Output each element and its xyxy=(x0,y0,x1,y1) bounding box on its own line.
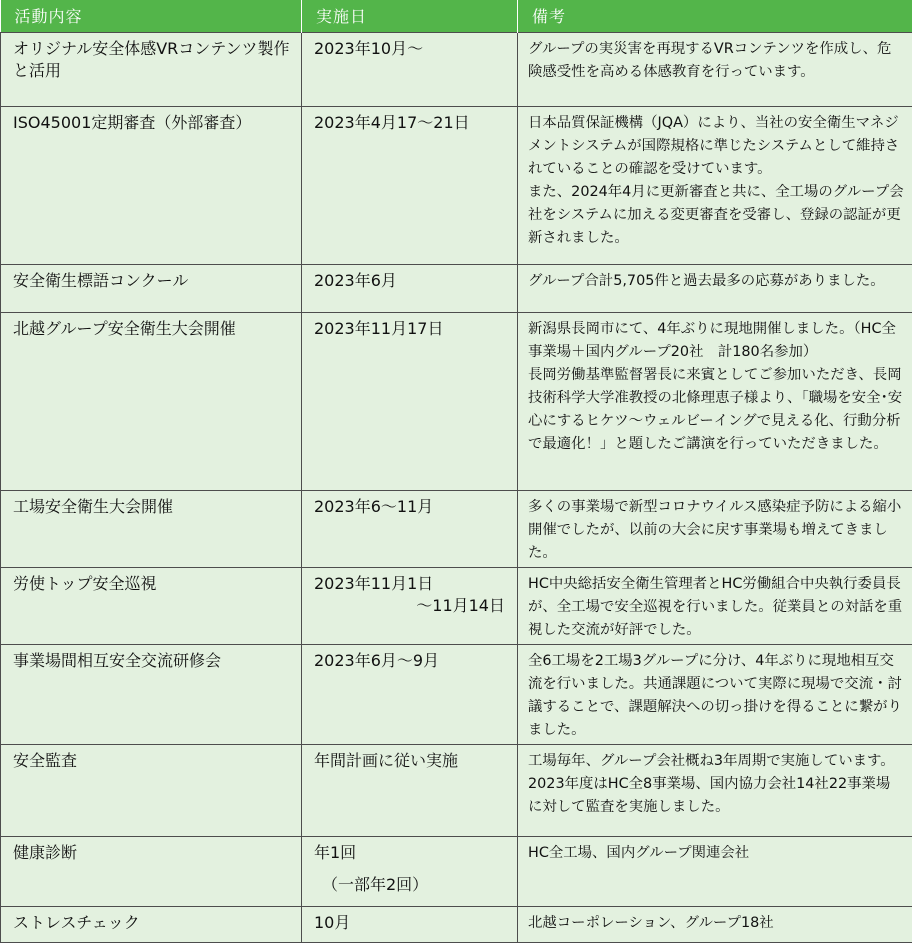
header-date: 実施日 xyxy=(302,0,518,33)
note-text: HC中央総括安全衛生管理者とHC労働組合中央執行委員長が、全工場で安全巡視を行いました。従業員との対話を重視した交流が好評でした。 xyxy=(528,573,904,642)
note-text: 長岡労働基準監督署長に来賓としてご参加いただき、長岡技術科学大学准教授の北條理恵子様より、「職場を安全･安心にするヒケツ〜ウェルビーイングで見える化、行動分析で最適化！」と題したご講演を行っていただきました。 xyxy=(528,364,904,456)
activity-cell: 北越グループ安全衛生大会開催 xyxy=(1,313,302,491)
table-row xyxy=(1,745,912,837)
note-cell xyxy=(518,107,912,265)
note-text: 北越コーポレーション、グループ18社 xyxy=(528,912,904,935)
note-cell xyxy=(518,491,912,568)
activity-cell: 安全衛生標語コンクール xyxy=(1,265,302,313)
date-cell: 2023年11月17日 xyxy=(302,313,518,491)
table-row xyxy=(1,907,912,943)
date-cell: 2023年6月 xyxy=(302,265,518,313)
date-start: 2023年11月1日 xyxy=(314,573,511,595)
table-row xyxy=(1,568,912,645)
activity-cell: オリジナル安全体感VRコンテンツ製作と活用 xyxy=(1,33,302,107)
note-text: 日本品質保証機構（JQA）により、当社の安全衛生マネジメントシステムが国際規格に準じたシステムとして維持されていることの確認を受けています。 xyxy=(528,112,904,181)
note-cell xyxy=(518,33,912,107)
date-cell: 2023年6〜11月 xyxy=(302,491,518,568)
activity-cell: 安全監査 xyxy=(1,745,302,837)
table-header-row xyxy=(1,0,912,33)
note-cell xyxy=(518,265,912,313)
note-cell xyxy=(518,645,912,745)
date-cell: 2023年4月17〜21日 xyxy=(302,107,518,265)
note-text: 新潟県長岡市にて、4年ぶりに現地開催しました。（HC全事業場＋国内グループ20社 計180名参加） xyxy=(528,318,904,364)
date-cell: 年間計画に従い実施 xyxy=(302,745,518,837)
note-cell xyxy=(518,745,912,837)
table-row xyxy=(1,645,912,745)
note-cell xyxy=(518,568,912,645)
activity-cell: 事業場間相互安全交流研修会 xyxy=(1,645,302,745)
table-row xyxy=(1,313,912,491)
activity-cell: 労使トップ安全巡視 xyxy=(1,568,302,645)
note-text: また、2024年4月に更新審査と共に、全工場のグループ会社をシステムに加える変更審査を受審し、登録の認証が更新されました。 xyxy=(528,181,904,250)
activity-cell: 工場安全衛生大会開催 xyxy=(1,491,302,568)
date-cell: 10月 xyxy=(302,907,518,943)
note-text: グループ合計5,705件と過去最多の応募がありました。 xyxy=(528,270,904,293)
note-cell xyxy=(518,907,912,943)
header-note: 備考 xyxy=(518,0,912,33)
date-end: 〜11月14日 xyxy=(314,595,511,617)
activity-cell: ストレスチェック xyxy=(1,907,302,943)
note-cell xyxy=(518,313,912,491)
table-row xyxy=(1,33,912,107)
date-cell: 2023年10月〜 xyxy=(302,33,518,107)
table-row xyxy=(1,837,912,907)
header-activity: 活動内容 xyxy=(1,0,302,33)
activity-cell: 健康診断 xyxy=(1,837,302,907)
date-primary: 年1回 xyxy=(314,842,511,864)
note-text: HC全工場、国内グループ関連会社 xyxy=(528,842,904,865)
date-secondary: （一部年2回） xyxy=(314,874,511,896)
date-cell xyxy=(302,568,518,645)
note-text: 工場毎年、グループ会社概ね3年周期で実施しています。2023年度はHC全8事業場、国内協力会社14社22事業場に対して監査を実施しました。 xyxy=(528,750,904,819)
table-row xyxy=(1,265,912,313)
note-text: 全6工場を2工場3グループに分け、4年ぶりに現地相互交流を行いました。共通課題について実際に現場で交流・討議することで、課題解決への切っ掛けを得ることに繋がりました。 xyxy=(528,650,904,742)
table-row xyxy=(1,491,912,568)
note-text: 多くの事業場で新型コロナウイルス感染症予防による縮小開催でしたが、以前の大会に戻す事業場も増えてきました。 xyxy=(528,496,904,565)
note-cell xyxy=(518,837,912,907)
activity-cell: ISO45001定期審査（外部審査） xyxy=(1,107,302,265)
date-cell xyxy=(302,837,518,907)
note-text: グループの実災害を再現するVRコンテンツを作成し、危険感受性を高める体感教育を行っています。 xyxy=(528,38,904,84)
table-row xyxy=(1,107,912,265)
date-cell: 2023年6月〜9月 xyxy=(302,645,518,745)
